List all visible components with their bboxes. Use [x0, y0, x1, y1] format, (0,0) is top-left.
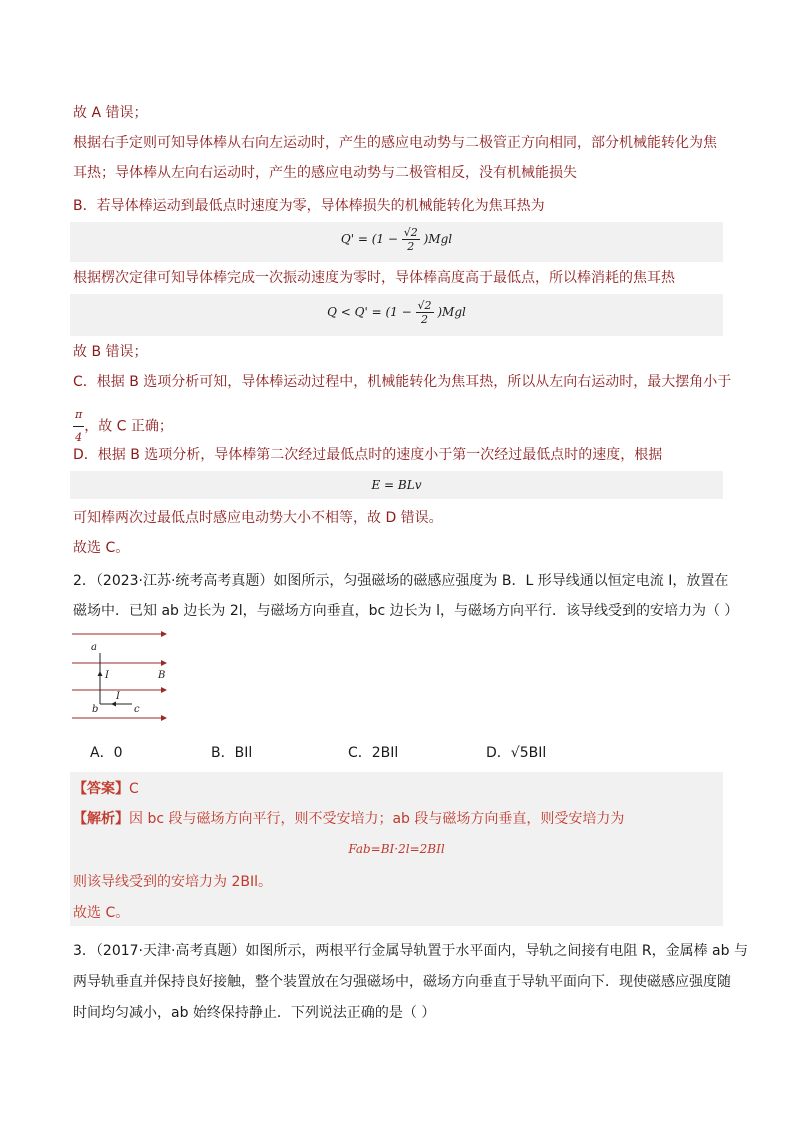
- answer-line-top: [73, 779, 723, 799]
- magnetic-field-figure: [70, 628, 170, 723]
- eq-part: Q < Q' = (1 −: [327, 305, 412, 319]
- text-line: 可知棒两次过最低点时感应电动势大小不相等，故 D 错误。: [73, 510, 443, 526]
- text-line: 根据右手定则可知导体棒从右向左运动时，产生的感应电动势与二极管正方向相同，部分机械能转化为焦: [73, 135, 717, 151]
- eq-part: )Mgl: [437, 305, 466, 319]
- analysis-text: 因 bc 段与磁场方向平行，则不受安培力；ab 段与磁场方向垂直，则受安培力为: [129, 811, 625, 827]
- angle-fraction: [73, 404, 84, 449]
- label-I-horizontal: I: [116, 691, 120, 702]
- text-line: 根据楞次定律可知导体棒完成一次振动速度为零时，导体棒高度高于最低点，所以棒消耗的焦耳热: [73, 270, 675, 286]
- text-line-angle: [73, 404, 723, 449]
- label-I-vertical: I: [105, 670, 109, 681]
- analysis-tag: 【解析】: [73, 811, 129, 827]
- denominator: 2: [421, 313, 428, 326]
- text-line: 故选 C。: [73, 540, 130, 556]
- option-d[interactable]: D．√5BIl: [486, 745, 547, 761]
- equation-force: Fab=BI·2l=2BIl: [348, 842, 445, 856]
- fraction: [416, 299, 434, 326]
- eq-part: )Mgl: [423, 232, 453, 246]
- label-c: c: [134, 704, 140, 715]
- text-line: B．若导体棒运动到最低点时速度为零，导体棒损失的机械能转化为焦耳热为: [73, 198, 545, 214]
- answer-tag: 【答案】: [73, 781, 129, 797]
- option-c[interactable]: C．2BIl: [348, 745, 399, 761]
- text-line: 故 A 错误；: [73, 105, 148, 121]
- text-suffix: ，故 C 正确；: [84, 418, 173, 435]
- text-line: C．根据 B 选项分析可知，导体棒运动过程中，机械能转化为焦耳热，所以从左向右运动时，最大摆角小于: [73, 374, 732, 390]
- equation-emf: E = BLv: [371, 478, 422, 492]
- label-a: a: [91, 642, 97, 653]
- eq-part: Q' = (1 −: [340, 232, 398, 246]
- question-3-text: 两导轨垂直并保持良好接触，整个装置放在匀强磁场中，磁场方向垂直于导轨平面向下．现使磁感应强度随: [73, 974, 731, 990]
- text-line: D．根据 B 选项分析，导体棒第二次经过最低点时的速度小于第一次经过最低点时的速度，根据: [73, 447, 663, 463]
- denominator: 2: [407, 240, 415, 253]
- option-b[interactable]: B．BIl: [211, 745, 253, 761]
- fraction: [402, 226, 420, 253]
- analysis-line: 则该导线受到的安培力为 2BIl。: [73, 874, 272, 890]
- numerator: √2: [417, 299, 432, 312]
- text-line: 故 B 错误；: [73, 344, 148, 360]
- question-2-text: 磁场中．已知 ab 边长为 2l，与磁场方向垂直，bc 边长为 l，与磁场方向平行．该导线受到的安培力为（ ）: [73, 603, 739, 619]
- analysis-line: [73, 809, 723, 829]
- numerator: √2: [403, 226, 418, 239]
- option-a[interactable]: A．0: [90, 745, 123, 761]
- equation-q-prime: [70, 226, 723, 253]
- question-3-text: 3．（2017·天津·高考真题）如图所示，两根平行金属导轨置于水平面内，导轨之间接有电阻 R，金属棒 ab 与: [73, 943, 748, 959]
- text-line: 耳热；导体棒从左向右运动时，产生的感应电动势与二极管相反，没有机械能损失: [73, 165, 577, 181]
- label-B: B: [158, 670, 166, 681]
- answer-value: C: [129, 781, 139, 797]
- numerator: π: [73, 404, 84, 427]
- label-b: b: [92, 704, 99, 715]
- question-3-text: 时间均匀减小，ab 始终保持静止．下列说法正确的是（ ）: [73, 1005, 436, 1021]
- analysis-line: 故选 C。: [73, 905, 130, 921]
- question-2-text: 2．（2023·江苏·统考高考真题）如图所示，匀强磁场的磁感应强度为 B．L 形导线通以恒定电流 I，放置在: [73, 573, 729, 589]
- equation-q-less: [70, 299, 723, 326]
- denominator: 4: [75, 431, 83, 444]
